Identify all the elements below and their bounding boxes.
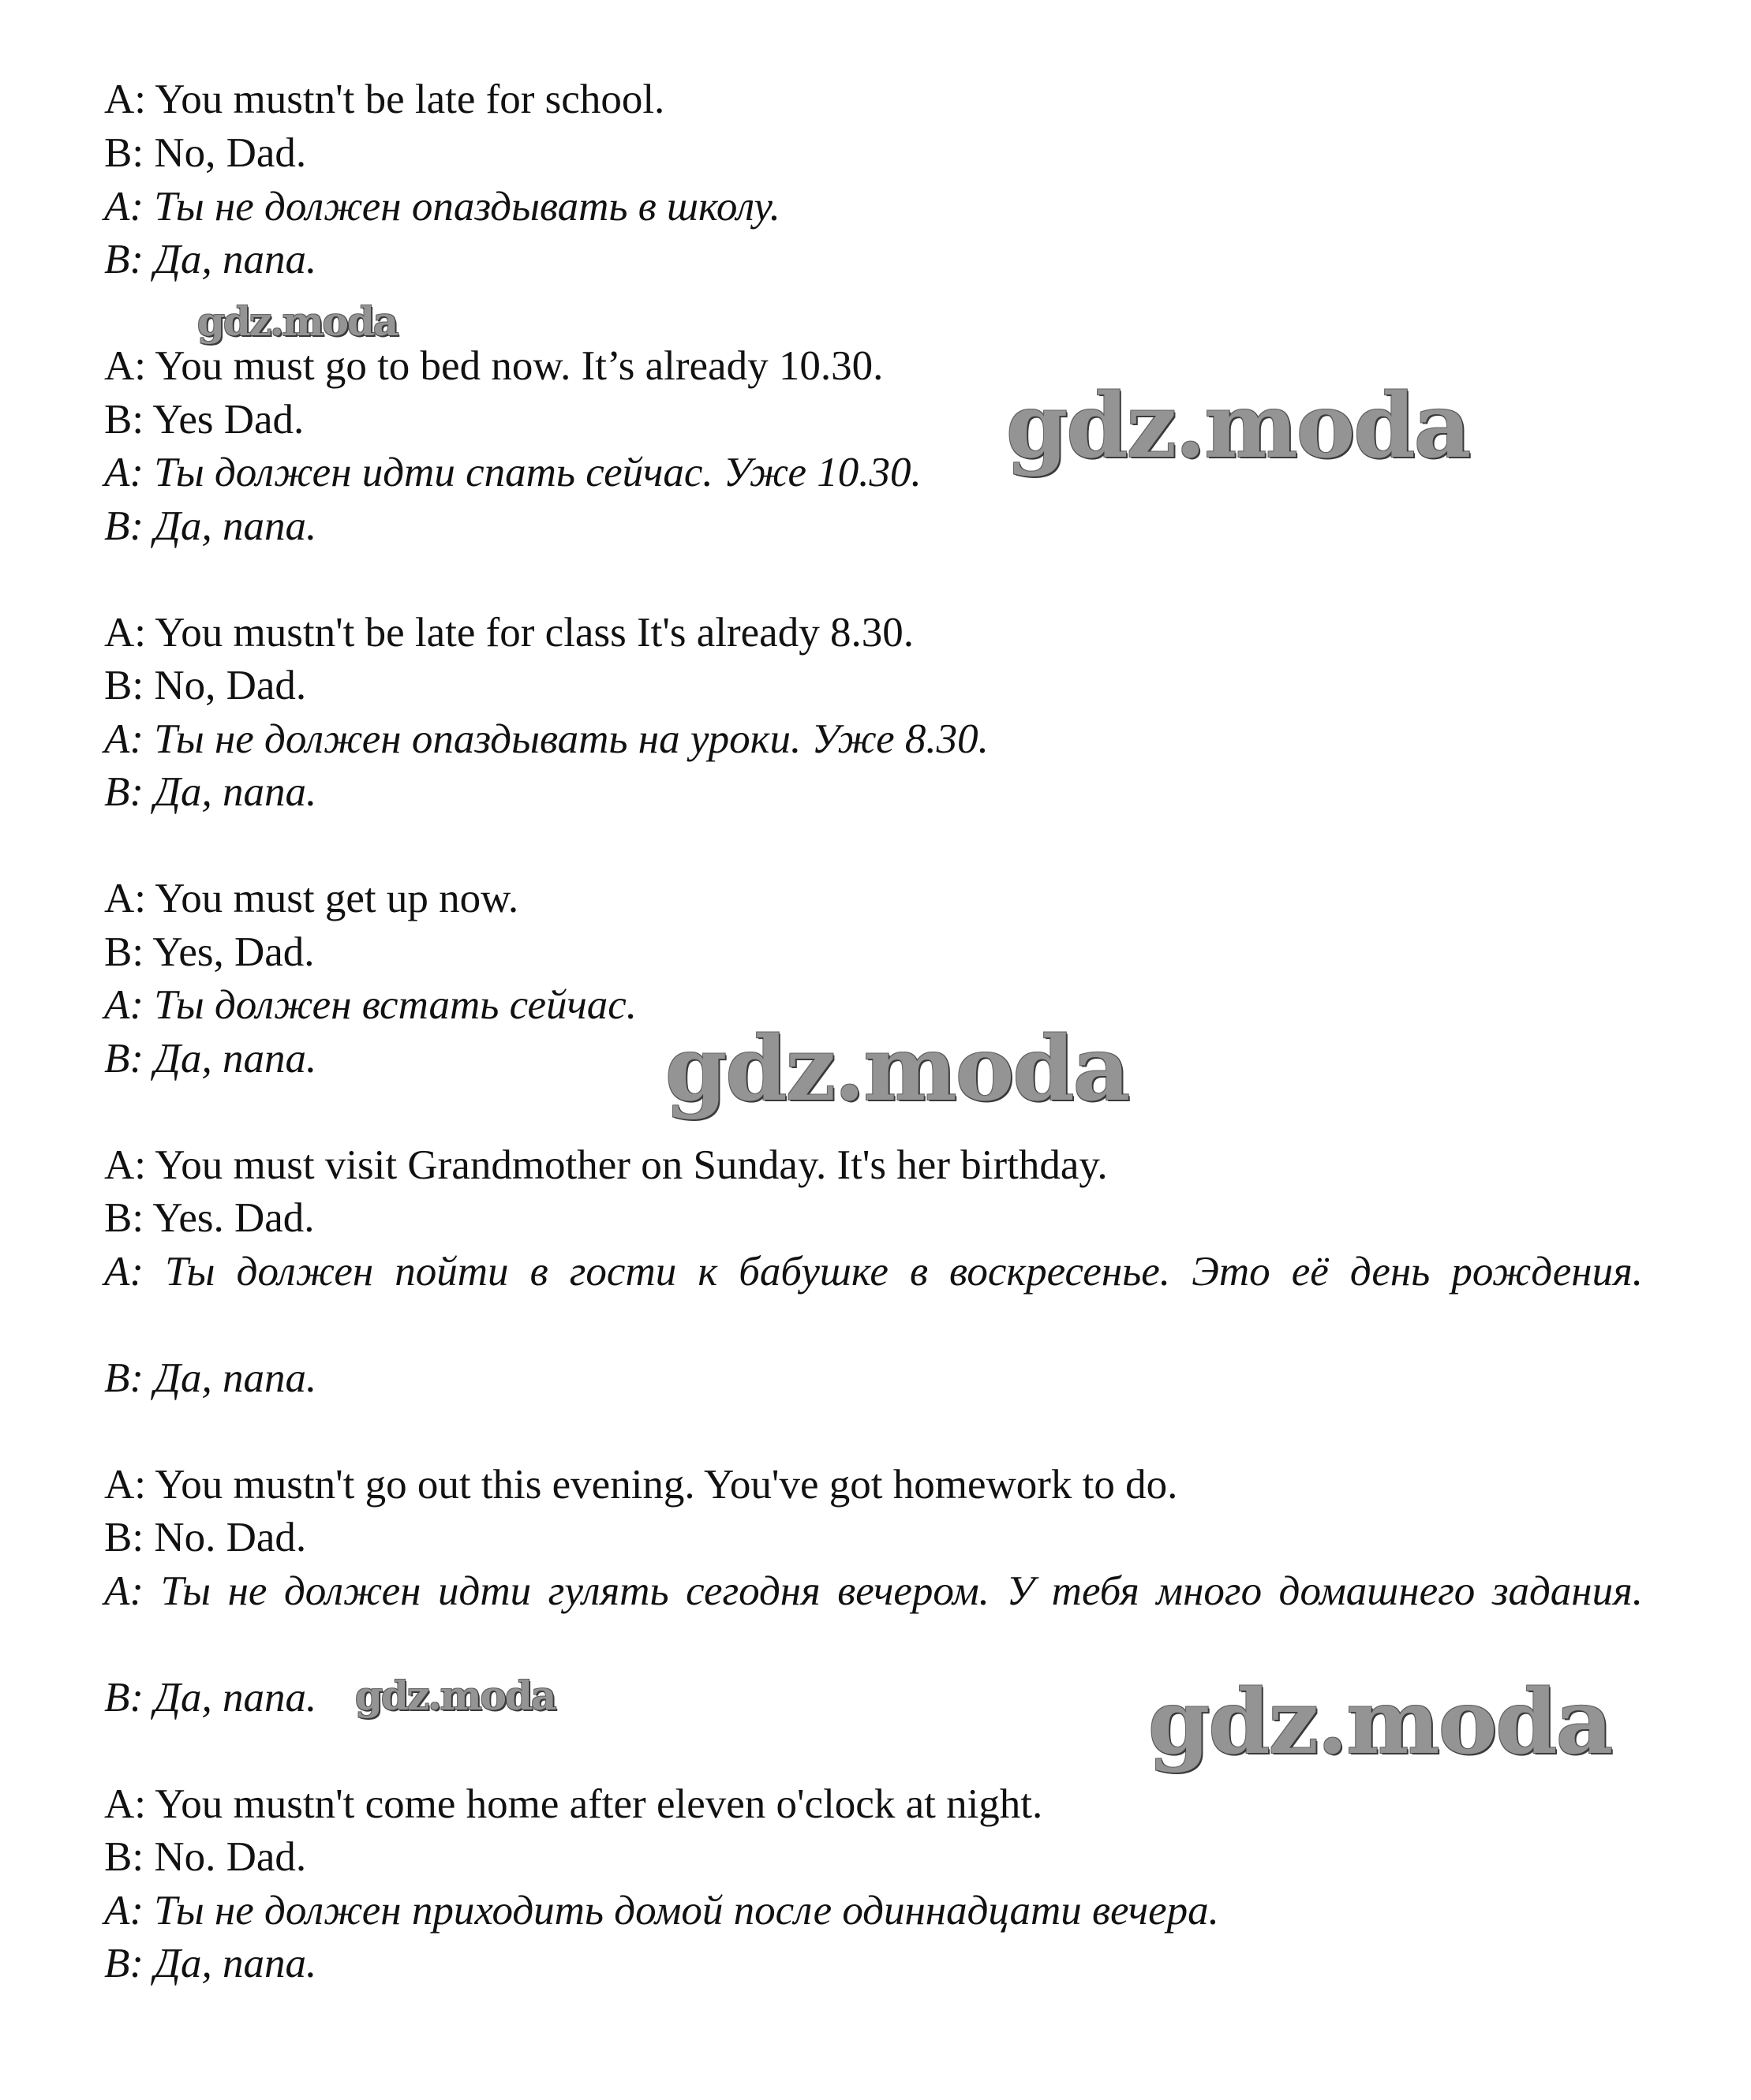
dialogue-4-b-english: B: Yes, Dad. [104, 929, 315, 975]
dialogue-2-b-english: B: Yes Dad. [104, 397, 305, 443]
watermark-logo: gdz.moda [355, 1672, 556, 1719]
dialogue-7-a-english: A: You mustn't come home after eleven o'clock at night. [104, 1781, 1043, 1827]
watermark-logo: gdz.moda [665, 1018, 1129, 1121]
dialogue-6-b-english: B: No. Dad. [104, 1515, 307, 1560]
dialogue-6-a-english: A: You mustn't go out this evening. You've got homework to do. [104, 1462, 1178, 1508]
dialogue-5-b-english: B: Yes. Dad. [104, 1195, 315, 1241]
dialogue-7-b-russian: B: Да, папа. [104, 1941, 317, 1986]
dialogue-1-a-english: A: You mustn't be late for school. [104, 77, 665, 122]
dialogue-4-a-russian: A: Ты должен встать сейчас. [104, 982, 638, 1028]
dialogue-1-b-russian: B: Да, папа. [104, 237, 317, 282]
dialogue-4-a-english: A: You must get up now. [104, 876, 519, 921]
watermark-logo: gdz.moda [1006, 375, 1470, 478]
dialogue-1-b-english: B: No, Dad. [104, 130, 307, 176]
dialogue-5-a-english: A: You must visit Grandmother on Sunday. It's her birthday. [104, 1142, 1108, 1188]
dialogue-5-b-russian: B: Да, папа. [104, 1355, 317, 1401]
dialogue-3-b-russian: B: Да, папа. [104, 769, 317, 815]
dialogue-7-a-russian: A: Ты не должен приходить домой после одиннадцати вечера. [104, 1888, 1219, 1934]
dialogue-4-b-russian: B: Да, папа. [104, 1036, 317, 1082]
dialogue-7-b-english: B: No. Dad. [104, 1834, 307, 1880]
dialogue-2-a-english: A: You must go to bed now. It’s already 10.30. [104, 343, 884, 389]
dialogue-3-a-english: A: You mustn't be late for class It's already 8.30. [104, 610, 914, 656]
dialogue-1-a-russian: A: Ты не должен опаздывать в школу. [104, 184, 780, 230]
dialogue-6-b-russian: B: Да, папа. [104, 1675, 317, 1721]
dialogue-2-b-russian: B: Да, папа. [104, 503, 317, 549]
dialogue-6-a-russian: A: Ты не должен идти гулять сегодня вечером. У тебя много домашнего задания. [104, 1568, 1643, 1614]
dialogue-3-b-english: B: No, Dad. [104, 663, 307, 708]
dialogue-3-a-russian: A: Ты не должен опаздывать на уроки. Уже 8.30. [104, 716, 989, 762]
watermark-logo: gdz.moda [197, 298, 398, 345]
watermark-logo: gdz.moda [1148, 1671, 1612, 1774]
dialogue-5-a-russian: A: Ты должен пойти в гости к бабушке в воскресенье. Это её день рождения. [104, 1249, 1643, 1295]
dialogue-2-a-russian: A: Ты должен идти спать сейчас. Уже 10.30. [104, 450, 922, 495]
